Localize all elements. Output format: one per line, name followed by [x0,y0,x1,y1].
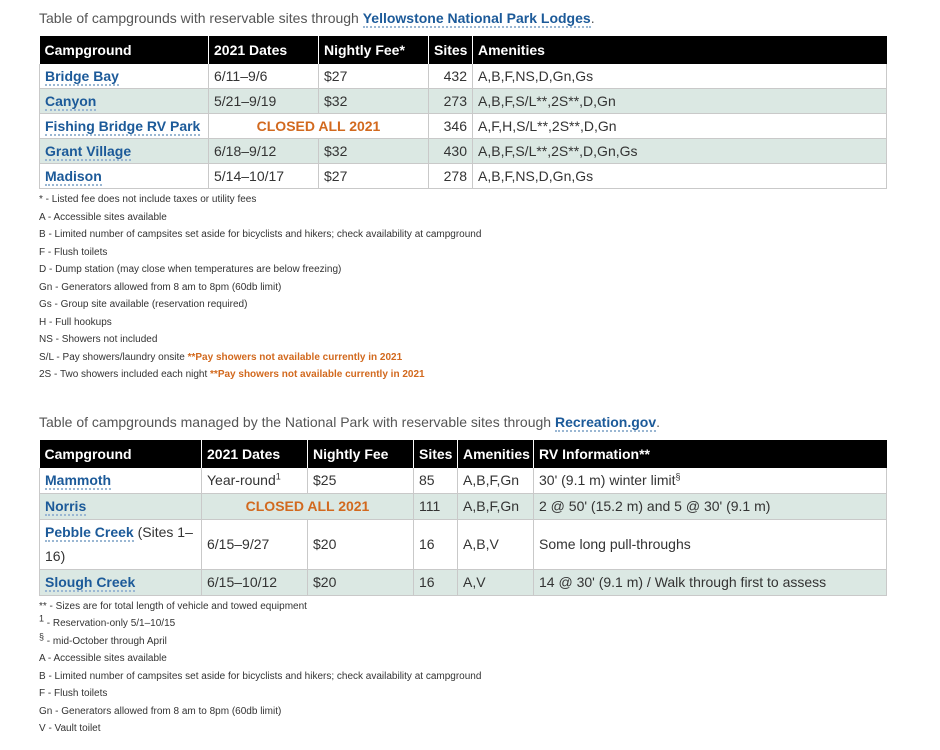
dates-cell: 6/15–10/12 [202,569,308,595]
campground-link-norris[interactable]: Norris [45,498,87,514]
sites-cell: 346 [429,114,473,139]
sites-cell: 16 [414,569,458,595]
dates-cell [202,468,308,494]
campground-cell [40,519,202,569]
table-row [40,139,887,164]
sites-cell: 432 [429,64,473,89]
campground-link-slough-creek[interactable]: Slough Creek [45,574,136,590]
rv-text: 30' (9.1 m) winter limit [539,472,676,488]
fee-cell: $32 [319,139,429,164]
dates-cell: 6/18–9/12 [209,139,319,164]
section-spacer [39,384,887,404]
campground-link-pebble-creek[interactable]: Pebble Creek [45,524,134,540]
sites-cell: 430 [429,139,473,164]
header-fee: Nightly Fee* [319,36,429,64]
page-content [39,0,887,738]
intro-end: . [590,10,595,26]
campground-link-mammoth[interactable]: Mammoth [45,472,112,488]
legend-item: H - Full hookups [39,316,112,328]
rv-info-cell: 14 @ 30' (9.1 m) / Walk through first to assess [534,569,887,595]
legend-text: - Reservation-only 5/1–10/15 [44,618,176,629]
legend-item: D - Dump station (may close when temperatures are below freezing) [39,264,342,275]
dates-cell: 5/14–10/17 [209,164,319,189]
campground-cell [40,139,209,164]
campground-cell [40,468,202,494]
legend-item: B - Limited number of campsites set aside for bicyclists and hikers; check availability at campground [39,670,482,682]
header-dates: 2021 Dates [209,36,319,64]
fee-cell: $32 [319,89,429,114]
table-row [40,569,887,595]
lodges-campground-table [39,36,887,189]
table-row [40,89,887,114]
amenities-cell: A,B,F,Gn [458,468,534,494]
legend-item: F - Flush toilets [39,688,108,699]
header-amenities: Amenities [473,36,887,64]
footnote-marker: § [39,631,45,642]
intro-text: Table of campgrounds managed by the National Park with reservable sites through [39,413,555,430]
campground-link-madison[interactable]: Madison [45,168,102,184]
rv-info-cell: 2 @ 50' (15.2 m) and 5 @ 30' (9.1 m) [534,493,887,519]
dates-cell: 5/21–9/19 [209,89,319,114]
amenities-cell: A,V [458,569,534,595]
legend-item [39,349,887,367]
legend-text: - mid-October through April [44,635,167,647]
fee-cell: $25 [308,468,414,494]
amenities-cell: A,B,F,Gn [458,493,534,519]
shower-warning: **Pay showers not available currently in 2021 [187,351,403,363]
legend-item: A - Accessible sites available [39,653,167,664]
legend-item [39,633,887,651]
closed-notice: CLOSED ALL 2021 [209,114,429,139]
sites-cell: 85 [414,468,458,494]
table-row [40,114,887,139]
header-campground: Campground [40,36,209,64]
recreation-gov-link[interactable]: Recreation.gov [554,413,657,430]
campground-link-bridge-bay[interactable]: Bridge Bay [45,68,119,84]
campground-cell [40,493,202,519]
shower-warning: **Pay showers not available currently in 2021 [210,369,425,380]
legend-item: NS - Showers not included [39,334,158,345]
yellowstone-lodges-link[interactable]: Yellowstone National Park Lodges [362,10,591,26]
campground-cell [40,569,202,595]
amenities-cell: A,B,F,NS,D,Gn,Gs [473,64,887,89]
campground-extra: (Sites 1–16) [45,524,193,564]
amenities-cell: A,F,H,S/L**,2S**,D,Gn [473,114,887,139]
rv-info-cell [534,468,887,494]
legend-item: V - Vault toilet [39,723,101,734]
header-fee: Nightly Fee [308,440,414,468]
legend-item: A - Accessible sites available [39,211,167,223]
header-sites: Sites [414,440,458,468]
sites-cell: 16 [414,519,458,569]
fee-cell: $20 [308,569,414,595]
legend-text: 2S - Two showers included each night [39,369,211,380]
amenities-cell: A,B,F,NS,D,Gn,Gs [473,164,887,189]
intro-end: . [656,413,660,430]
table-row [40,64,887,89]
sites-cell: 273 [429,89,473,114]
legend-item: * - Listed fee does not include taxes or utility fees [39,194,257,205]
header-sites: Sites [429,36,473,64]
fee-cell: $27 [319,64,429,89]
section2-intro [39,404,887,440]
table-row [40,468,887,494]
header-dates: 2021 Dates [202,440,308,468]
legend-item [39,366,887,384]
table-header-row [40,440,887,468]
campground-link-grant-village[interactable]: Grant Village [45,143,132,159]
sites-cell: 278 [429,164,473,189]
dates-cell: 6/11–9/6 [209,64,319,89]
campground-cell [40,89,209,114]
campground-cell [40,164,209,189]
dates-cell: 6/15–9/27 [202,519,308,569]
table-row [40,519,887,569]
header-amenities: Amenities [458,440,534,468]
legend-item: ** - Sizes are for total length of vehicle and towed equipment [39,600,307,612]
legend-item: F - Flush toilets [39,246,108,258]
legend-item [39,615,887,633]
legend-item: B - Limited number of campsites set aside for bicyclists and hikers; check availability at campground [39,229,482,240]
recreation-legend [39,598,887,738]
footnote-marker: § [675,471,681,482]
table-row [40,493,887,519]
section1-intro [39,0,887,36]
closed-notice: CLOSED ALL 2021 [202,493,414,519]
amenities-cell: A,B,V [458,519,534,569]
campground-link-canyon[interactable]: Canyon [45,93,97,109]
amenities-cell: A,B,F,S/L**,2S**,D,Gn [473,89,887,114]
header-campground: Campground [40,440,202,468]
fee-cell: $27 [319,164,429,189]
campground-cell [40,114,209,139]
fee-cell: $20 [308,519,414,569]
dates-text: Year-round [207,472,276,488]
recreation-campground-table [39,440,887,596]
table-header-row [40,36,887,64]
lodges-legend [39,191,887,384]
campground-link-fishing-bridge[interactable]: Fishing Bridge RV Park [45,118,201,134]
amenities-cell: A,B,F,S/L**,2S**,D,Gn,Gs [473,139,887,164]
sites-cell: 111 [414,493,458,519]
legend-item: Gs - Group site available (reservation required) [39,299,248,310]
footnote-marker: 1 [39,613,45,624]
legend-item: Gn - Generators allowed from 8 am to 8pm (60db limit) [39,705,282,717]
campground-cell [40,64,209,89]
footnote-marker: 1 [275,471,281,482]
header-rv-info: RV Information** [534,440,887,468]
rv-info-cell: Some long pull-throughs [534,519,887,569]
intro-text: Table of campgrounds with reservable sites through [39,10,363,26]
legend-item: Gn - Generators allowed from 8 am to 8pm (60db limit) [39,281,282,293]
table-row [40,164,887,189]
legend-text: S/L - Pay showers/laundry onsite [39,351,188,363]
